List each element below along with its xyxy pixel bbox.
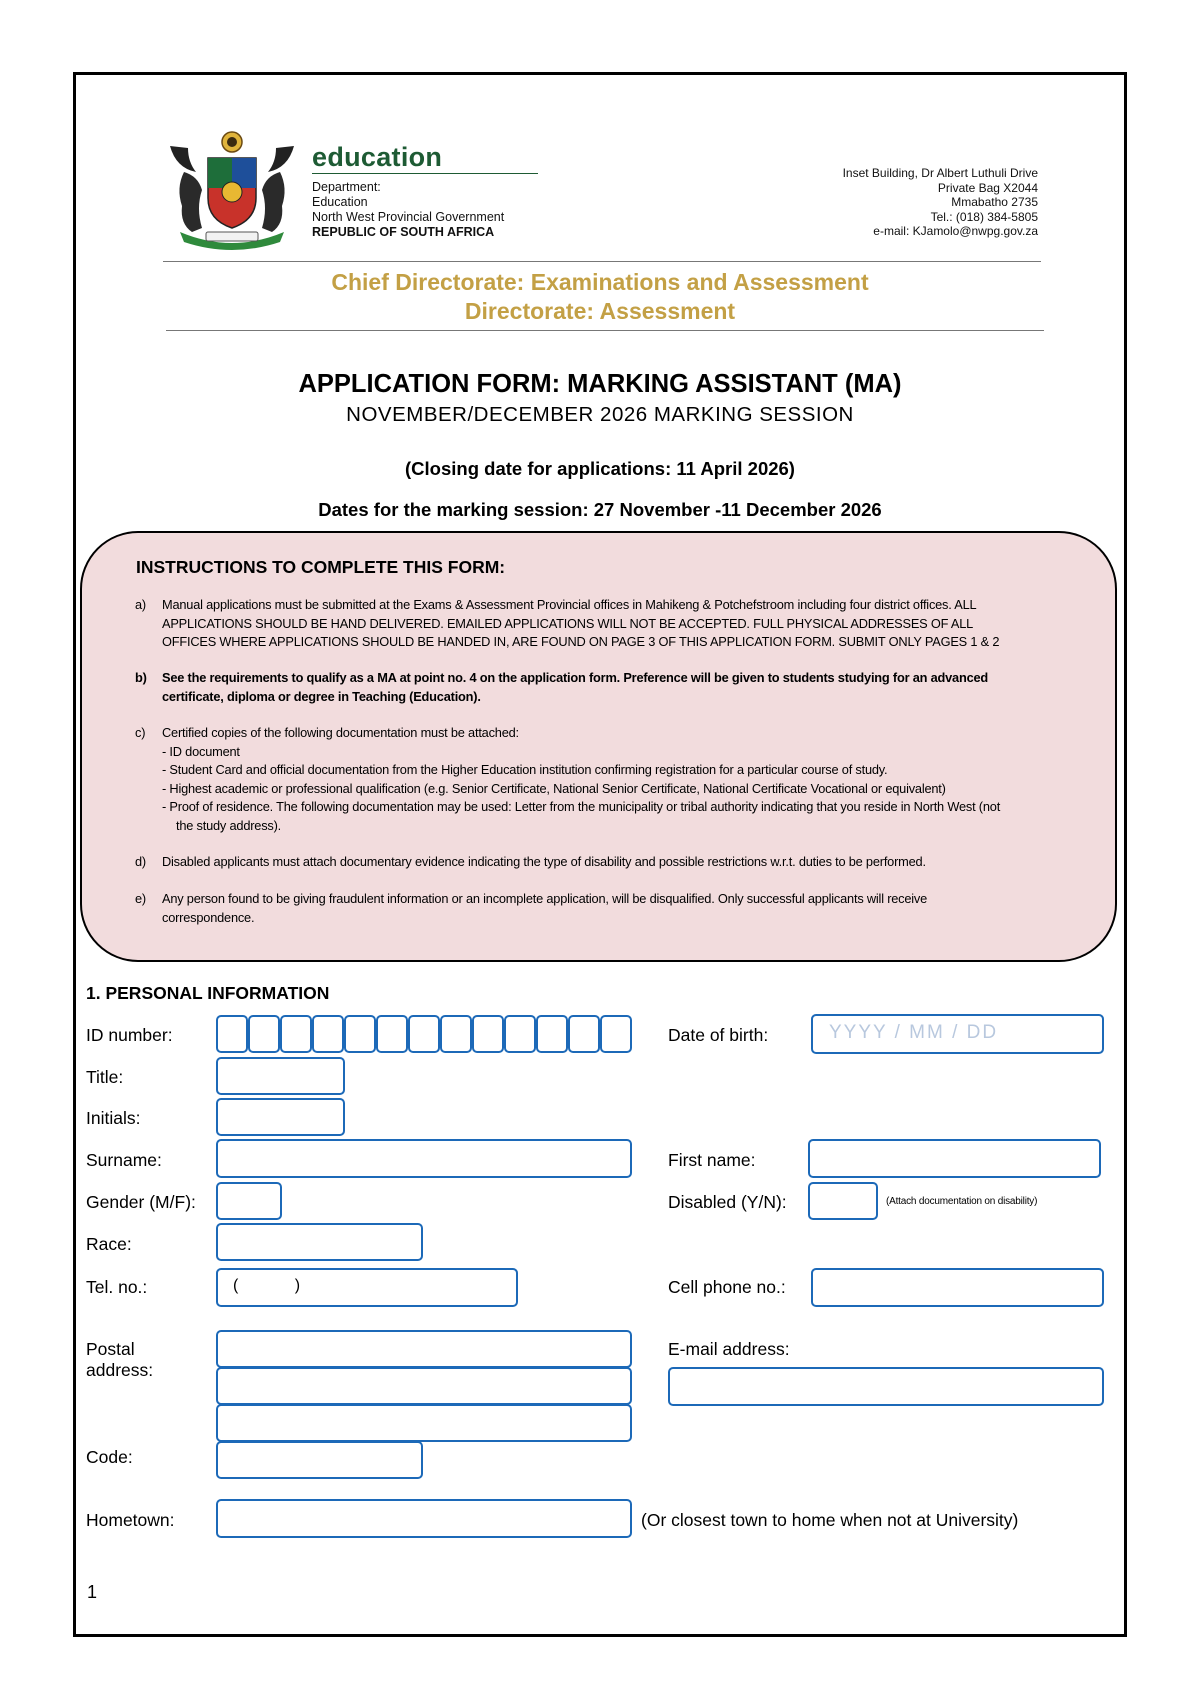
address-block bbox=[843, 166, 1038, 239]
date-of-birth-field[interactable] bbox=[811, 1014, 1104, 1054]
title-field[interactable] bbox=[216, 1057, 345, 1095]
address-line: Private Bag X2044 bbox=[937, 180, 1038, 195]
dept-line: REPUBLIC OF SOUTH AFRICA bbox=[312, 225, 495, 239]
disabled-label: Disabled (Y/N): bbox=[668, 1192, 787, 1212]
disabled-note: (Attach documentation on disability) bbox=[886, 1196, 1038, 1207]
id-digit-box[interactable] bbox=[408, 1015, 440, 1053]
gender-field[interactable] bbox=[216, 1182, 282, 1220]
session-dates: Dates for the marking session: 27 November -11 December 2026 bbox=[318, 499, 882, 520]
instruction-d bbox=[135, 853, 1090, 872]
tel-label: Tel. no.: bbox=[86, 1277, 148, 1297]
id-digit-box[interactable] bbox=[312, 1015, 344, 1053]
postal-address-line-3[interactable] bbox=[216, 1404, 632, 1442]
instruction-line: Any person found to be giving fraudulent information or an incomplete application, will be disqualified. Only successful applicants will receive bbox=[162, 891, 928, 906]
id-digit-box[interactable] bbox=[248, 1015, 280, 1053]
department-block bbox=[312, 180, 504, 240]
instruction-marker: d) bbox=[135, 854, 146, 869]
id-digit-box[interactable] bbox=[504, 1015, 536, 1053]
id-digit-box[interactable] bbox=[440, 1015, 472, 1053]
email-label: E-mail address: bbox=[668, 1339, 790, 1359]
instruction-marker: a) bbox=[135, 597, 146, 612]
id-digit-box[interactable] bbox=[600, 1015, 632, 1053]
hometown-label: Hometown: bbox=[86, 1510, 175, 1530]
instructions-heading: INSTRUCTIONS TO COMPLETE THIS FORM: bbox=[136, 557, 506, 577]
instruction-line: APPLICATIONS SHOULD BE HAND DELIVERED. EMAILED APPLICATIONS WILL NOT BE ACCEPTED. FULL PHYSICAL ADDRESSES OF ALL bbox=[162, 615, 974, 631]
instruction-marker: c) bbox=[135, 725, 146, 740]
id-digit-box[interactable] bbox=[472, 1015, 504, 1053]
instruction-c bbox=[135, 724, 1090, 835]
initials-label: Initials: bbox=[86, 1108, 141, 1128]
instruction-line: OFFICES WHERE APPLICATIONS SHOULD BE HANDED IN, ARE FOUND ON PAGE 3 OF THIS APPLICATION FORM. SUBMIT ONLY PAGES 1 & 2 bbox=[162, 634, 1000, 649]
coat-of-arms-logo bbox=[162, 128, 302, 253]
date-of-birth-label: Date of birth: bbox=[668, 1025, 769, 1045]
race-label: Race: bbox=[86, 1234, 132, 1254]
code-field[interactable] bbox=[216, 1441, 423, 1479]
instruction-marker: b) bbox=[135, 670, 147, 685]
id-digit-box[interactable] bbox=[376, 1015, 408, 1053]
postal-address-line-2[interactable] bbox=[216, 1367, 632, 1405]
first-name-field[interactable] bbox=[808, 1139, 1101, 1178]
first-name-label: First name: bbox=[668, 1150, 756, 1170]
cell-label: Cell phone no.: bbox=[668, 1277, 786, 1297]
address-line: e-mail: KJamolo@nwpg.gov.za bbox=[873, 224, 1038, 238]
surname-field[interactable] bbox=[216, 1139, 632, 1178]
instruction-line: See the requirements to qualify as a MA at point no. 4 on the application form. Preference will be given to students studying for an advanced bbox=[162, 670, 989, 685]
hometown-note: (Or closest town to home when not at University) bbox=[641, 1510, 1019, 1530]
instruction-marker: e) bbox=[135, 891, 146, 906]
instruction-line: correspondence. bbox=[162, 909, 255, 925]
tel-field[interactable] bbox=[216, 1268, 518, 1307]
dept-line: North West Provincial Government bbox=[312, 210, 505, 224]
hometown-field[interactable] bbox=[216, 1499, 632, 1538]
instruction-b bbox=[135, 669, 1090, 706]
id-digit-box[interactable] bbox=[568, 1015, 600, 1053]
date-of-birth-placeholder: YYYY / MM / DD bbox=[829, 1022, 999, 1043]
id-number-label: ID number: bbox=[86, 1025, 173, 1045]
title-label: Title: bbox=[86, 1067, 124, 1087]
page-number: 1 bbox=[87, 1582, 98, 1602]
address-line: Inset Building, Dr Albert Luthuli Drive bbox=[842, 166, 1038, 180]
instruction-bullet: - ID document bbox=[162, 743, 240, 759]
surname-label: Surname: bbox=[86, 1150, 162, 1170]
cell-field[interactable] bbox=[811, 1268, 1104, 1307]
id-digit-box[interactable] bbox=[216, 1015, 248, 1053]
instruction-line: Certified copies of the following documentation must be attached: bbox=[162, 725, 519, 740]
postal-label-line: Postal bbox=[86, 1339, 135, 1359]
instruction-bullet: - Student Card and official documentation from the Higher Education institution confirming registration for a particular course of study. bbox=[162, 762, 888, 777]
id-digit-box[interactable] bbox=[344, 1015, 376, 1053]
instruction-line: certificate, diploma or degree in Teaching (Education). bbox=[162, 688, 481, 704]
chief-directorate: Chief Directorate: Examinations and Assessment bbox=[331, 269, 869, 295]
disabled-field[interactable] bbox=[808, 1182, 878, 1220]
form-title: APPLICATION FORM: MARKING ASSISTANT (MA) bbox=[298, 370, 902, 398]
form-subtitle: NOVEMBER/DECEMBER 2026 MARKING SESSION bbox=[346, 403, 854, 426]
instruction-line: Manual applications must be submitted at the Exams & Assessment Provincial offices in Mahikeng & Potchefstroom including four district offices. ALL bbox=[162, 597, 977, 612]
gender-label: Gender (M/F): bbox=[86, 1192, 196, 1212]
dept-line: Education bbox=[312, 195, 368, 209]
instruction-e bbox=[135, 890, 1090, 927]
closing-date: (Closing date for applications: 11 April 2026) bbox=[405, 458, 795, 479]
header-divider bbox=[166, 330, 1044, 331]
email-field[interactable] bbox=[668, 1367, 1104, 1406]
instruction-bullet: - Proof of residence. The following documentation may be used: Letter from the municipality or tribal authority indicating that you reside in North West (not bbox=[162, 799, 1001, 814]
code-label: Code: bbox=[86, 1447, 133, 1467]
postal-address-line-1[interactable] bbox=[216, 1330, 632, 1368]
instruction-line: Disabled applicants must attach documentary evidence indicating the type of disability and possible restrictions w.r.t. duties to be performed. bbox=[162, 854, 926, 869]
id-number-field[interactable] bbox=[216, 1015, 632, 1053]
org-title: education bbox=[312, 142, 443, 172]
instruction-bullet: - Highest academic or professional qualification (e.g. Senior Certificate, National Senior Certificate, National Certificate Vocational or equivalent) bbox=[162, 780, 946, 796]
directorate: Directorate: Assessment bbox=[464, 298, 736, 324]
instruction-a bbox=[135, 596, 1090, 652]
section-title: 1. PERSONAL INFORMATION bbox=[86, 983, 330, 1003]
race-field[interactable] bbox=[216, 1223, 423, 1261]
dept-line: Department: bbox=[312, 180, 381, 194]
address-line: Tel.: (018) 384-5805 bbox=[930, 209, 1038, 224]
postal-address-label bbox=[86, 1339, 153, 1381]
org-title-rule bbox=[312, 173, 538, 174]
postal-label-line: address: bbox=[86, 1360, 154, 1380]
tel-area-code-parens: ( ) bbox=[233, 1277, 301, 1294]
address-line: Mmabatho 2735 bbox=[951, 195, 1038, 209]
instruction-bullet-continuation: the study address). bbox=[176, 817, 282, 833]
id-digit-box[interactable] bbox=[280, 1015, 312, 1053]
directorate-heading bbox=[0, 268, 1200, 326]
id-digit-box[interactable] bbox=[536, 1015, 568, 1053]
header-divider bbox=[163, 261, 1041, 262]
initials-field[interactable] bbox=[216, 1098, 345, 1136]
